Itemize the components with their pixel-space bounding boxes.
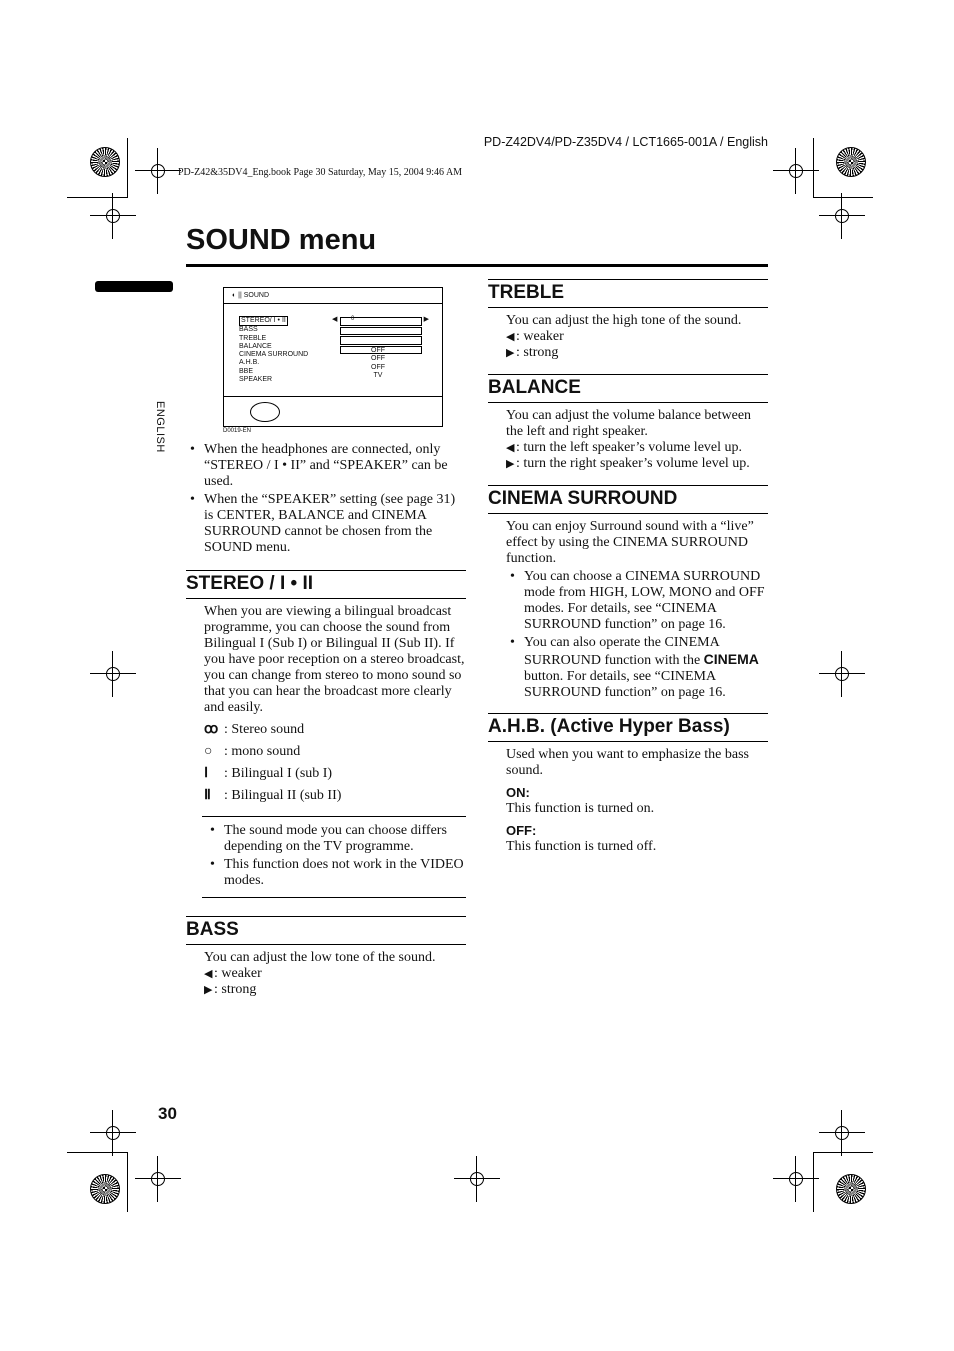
- right-arrow-icon: ▶: [423, 316, 429, 323]
- right-column: [488, 279, 768, 855]
- bilingual-one-icon: Ⅰ: [204, 766, 209, 781]
- osd-item: BALANCE: [239, 342, 272, 350]
- osd-item: BASS: [239, 326, 258, 334]
- ahb-off-text: This function is turned off.: [506, 839, 657, 854]
- ahb-section: [488, 713, 768, 855]
- crop-line: [813, 197, 873, 198]
- right-arrow-icon: ▶: [506, 458, 515, 470]
- ahb-on-label: ON:: [506, 785, 530, 800]
- intro-notes: [186, 442, 466, 556]
- osd-item: STEREO/ I • II: [239, 316, 288, 326]
- left-arrow-icon: ◀: [204, 968, 213, 980]
- mono-icon: ○: [204, 744, 213, 759]
- stereo-notes: [202, 816, 466, 898]
- crosshair-icon: [147, 1168, 169, 1190]
- section-heading-ahb: A.H.B. (Active Hyper Bass): [488, 713, 768, 742]
- registration-target-icon: [90, 1174, 120, 1204]
- document-id: PD-Z42DV4/PD-Z35DV4 / LCT1665-001A / English: [483, 135, 768, 149]
- osd-bar: ◀ 0 ▶: [340, 317, 422, 326]
- left-arrow-icon: ◀: [332, 316, 338, 323]
- crosshair-icon: [466, 1168, 488, 1190]
- registration-target-icon: [836, 1174, 866, 1204]
- speaker-icon: ◐ ||: [232, 292, 244, 299]
- right-arrow-icon: ▶: [506, 347, 515, 359]
- stereo-description: When you are viewing a bilingual broadcast programme, you can choose the sound from Bilingual I (Sub I) or Bilingual II (Sub II). If you have poor reception on a stereo broadcast, you can change from stereo to mono sound so that you can hear the broadcast more clearly and easily.: [204, 604, 465, 715]
- crosshair-icon: [831, 1122, 853, 1144]
- bilingual-two-icon: Ⅱ: [204, 788, 211, 803]
- crosshair-icon: [102, 205, 124, 227]
- cinema-button-label: CINEMA: [703, 651, 759, 667]
- osd-item: TREBLE: [239, 334, 267, 342]
- treble-left-option: ◀ : weaker: [506, 329, 564, 344]
- list-item: • When the “SPEAKER” setting (see page 31) is CENTER, BALANCE and CINEMA SURROUND cannot be chosen from the SOUND menu.: [186, 492, 466, 556]
- osd-menu-items: [239, 316, 308, 384]
- side-language-label: ENGLISH: [154, 401, 166, 453]
- list-item: • When the headphones are connected, only “STEREO / I • II” and “SPEAKER” can be used.: [186, 442, 466, 490]
- osd-item: SPEAKER: [239, 376, 273, 384]
- balance-left-option: ◀ : turn the left speaker’s volume level up.: [506, 440, 743, 455]
- section-heading-stereo: STEREO / I • II: [186, 570, 466, 599]
- list-item: • You can also operate the CINEMA SURROUND function with the CINEMA button. For details, see “CINEMA SURROUND function” on page 16.: [506, 635, 768, 701]
- list-item: • You can choose a CINEMA SURROUND mode from HIGH, LOW, MONO and OFF modes. For details, see “CINEMA SURROUND function” on page 16.: [506, 569, 768, 633]
- osd-bar: [340, 336, 422, 345]
- registration-target-icon: [90, 147, 120, 177]
- left-column: [186, 442, 466, 998]
- balance-right-option: ▶ : turn the right speaker’s volume level up.: [506, 456, 750, 471]
- crop-line: [67, 197, 128, 198]
- crop-line: [813, 138, 814, 198]
- section-heading-bass: BASS: [186, 916, 466, 945]
- section-heading-cinema-surround: CINEMA SURROUND: [488, 485, 768, 514]
- remote-dpad-icon: [250, 402, 280, 422]
- osd-item: BBE: [239, 367, 254, 375]
- mode-row: Ⅱ : Bilingual II (sub II): [204, 788, 342, 803]
- balance-description: You can adjust the volume balance between the left and right speaker.: [506, 408, 752, 439]
- treble-right-option: ▶ : strong: [506, 345, 559, 360]
- sound-menu-screen-illustration: [223, 287, 443, 427]
- illustration-code: D0019-EN: [223, 428, 252, 434]
- treble-section: [488, 279, 768, 361]
- osd-bar: [340, 327, 422, 336]
- crop-line: [127, 1152, 128, 1212]
- ahb-description: Used when you want to emphasize the bass sound.: [506, 747, 749, 778]
- ahb-on-text: This function is turned on.: [506, 801, 655, 816]
- bass-right-option: ▶ : strong: [204, 982, 257, 997]
- crosshair-icon: [785, 160, 807, 182]
- bass-left-option: ◀ : weaker: [204, 966, 262, 981]
- osd-item: CINEMA SURROUND: [239, 351, 309, 359]
- right-arrow-icon: ▶: [204, 984, 213, 996]
- treble-description: You can adjust the high tone of the sound.: [506, 313, 742, 328]
- crosshair-icon: [147, 160, 169, 182]
- crosshair-icon: [831, 663, 853, 685]
- section-heading-treble: TREBLE: [488, 279, 768, 308]
- osd-item: A.H.B.: [239, 359, 260, 367]
- crosshair-icon: [785, 1168, 807, 1190]
- crosshair-icon: [831, 205, 853, 227]
- bass-description: You can adjust the low tone of the sound.: [204, 950, 436, 965]
- crosshair-icon: [102, 1122, 124, 1144]
- page-number: 30: [158, 1104, 177, 1123]
- mode-row: Ⅰ : Bilingual I (sub I): [204, 766, 333, 781]
- registration-target-icon: [836, 147, 866, 177]
- section-heading-balance: BALANCE: [488, 374, 768, 403]
- list-item: • The sound mode you can choose differs depending on the TV programme.: [206, 823, 466, 855]
- osd-values: OFF OFF OFF TV: [371, 347, 385, 379]
- mode-row: ꝏ : Stereo sound: [204, 722, 305, 737]
- osd-title: ◐ || SOUND: [232, 292, 270, 299]
- mode-row: ○ : mono sound: [204, 744, 301, 759]
- cinema-description: You can enjoy Surround sound with a “live” effect by using the CINEMA SURROUND function.: [506, 519, 754, 566]
- book-info-line: PD-Z42&35DV4_Eng.book Page 30 Saturday, May 15, 2004 9:46 AM: [178, 167, 463, 178]
- crop-line: [67, 1152, 128, 1153]
- title-rule: [186, 264, 768, 267]
- page-title: SOUND menu: [186, 224, 377, 256]
- crop-line: [813, 1152, 873, 1153]
- section-tab-marker: [95, 281, 173, 292]
- cinema-surround-section: [488, 485, 768, 701]
- crop-line: [813, 1152, 814, 1212]
- balance-section: [488, 374, 768, 472]
- stereo-section: [186, 570, 466, 898]
- left-arrow-icon: ◀: [506, 331, 515, 343]
- ahb-off-label: OFF:: [506, 823, 537, 838]
- left-arrow-icon: ◀: [506, 442, 515, 454]
- stereo-icon: ꝏ: [204, 722, 219, 737]
- bass-section: [186, 916, 466, 998]
- crop-line: [127, 138, 128, 198]
- crosshair-icon: [102, 663, 124, 685]
- list-item: • This function does not work in the VIDEO modes.: [206, 857, 466, 889]
